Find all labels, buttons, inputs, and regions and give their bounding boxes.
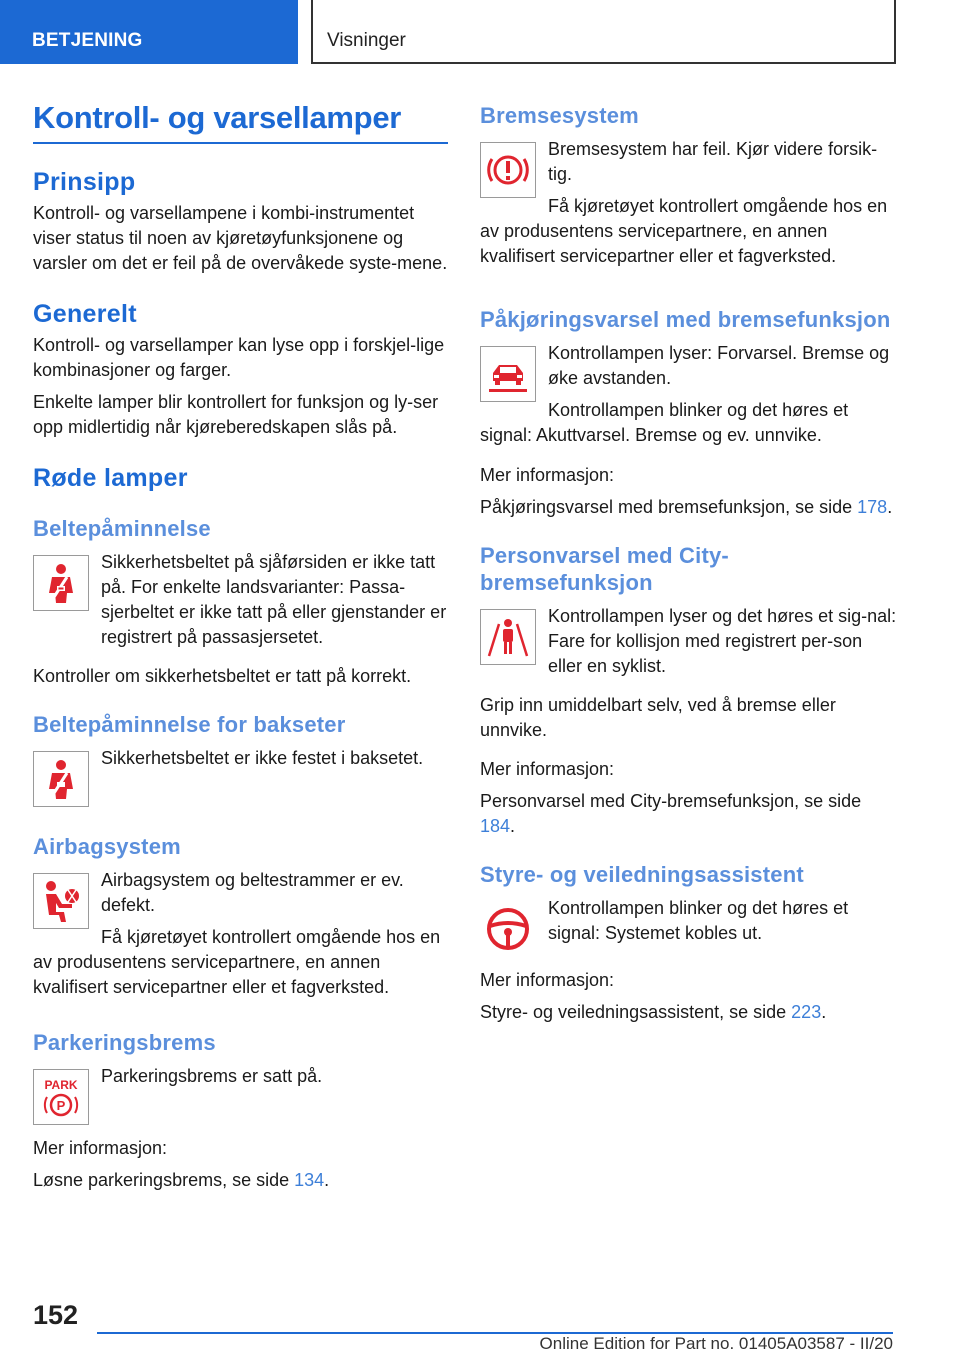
collision-more-info: Mer informasjon:: [480, 465, 615, 485]
page-number: 152: [33, 1300, 79, 1330]
park-reference: Løsne parkeringsbrems, se side 134.: [33, 1170, 330, 1190]
lamp-steering-assist: [480, 896, 898, 961]
airbag-service-text: Få kjøretøyet kontrollert omgående hos en av produsentens servicepartnere, en annen kvalifisert servicepartner eller et fagverksted.: [33, 927, 441, 997]
collision-text: Kontrollampen lyser: Forvarsel. Bremse og øke avstanden.: [548, 343, 890, 388]
page-link-223[interactable]: 223: [791, 1002, 822, 1022]
heading-generelt: Generelt: [33, 300, 137, 328]
page-header: [0, 0, 960, 64]
lamp-seatbelt: [33, 550, 448, 657]
page-link-134[interactable]: 134: [294, 1170, 325, 1190]
parking-brake-icon: [33, 1069, 89, 1125]
rear-seatbelt-text: Sikkerhetsbeltet er ikke festet i baksetet.: [101, 748, 424, 768]
svg-text:P: P: [56, 1098, 66, 1113]
park-icon-label: PARK: [44, 1078, 78, 1092]
collision-reference: Påkjøringsvarsel med bremsefunksjon, se side 178.: [480, 497, 893, 517]
prinsipp-text: Kontroll- og varsellampene i kombi-instrumentet viser status til noen av kjøretøyfunksjonene og varsler om det er feil på de overvåkede syste-mene.: [33, 203, 448, 273]
heading-beltepaminnelse-bakseter: Beltepåminnelse for bakseter: [33, 712, 346, 737]
brake-warning-icon: [480, 142, 536, 198]
page-link-184[interactable]: 184: [480, 816, 511, 836]
airbag-text: Airbagsystem og beltestrammer er ev. defekt.: [101, 870, 404, 915]
chapter-title: Visninger: [311, 0, 896, 64]
heading-rode-lamper: Røde lamper: [33, 464, 188, 492]
seatbelt-text: Sikkerhetsbeltet på sjåførsiden er ikke tatt på. For enkelte landsvarianter: Passa-sjerbeltet er ikke tatt på eller gjenstander er registrert på passasjersetet.: [101, 552, 447, 647]
seatbelt-check-text: Kontroller om sikkerhetsbeltet er tatt på korrekt.: [33, 666, 412, 686]
collision-warning-icon: [480, 346, 536, 402]
person-more-info: Mer informasjon:: [480, 759, 615, 779]
lamp-person-warning: [480, 604, 898, 686]
lamp-collision-warning: [480, 341, 898, 455]
rear-seatbelt-warning-icon: [33, 751, 89, 807]
left-column: [33, 100, 448, 1200]
heading-parkeringsbrems: Parkeringsbrems: [33, 1030, 216, 1055]
park-more-info: Mer informasjon:: [33, 1138, 168, 1158]
steering-text: Kontrollampen blinker og det høres et signal: Systemet kobles ut.: [548, 898, 849, 943]
seatbelt-warning-icon: [33, 555, 89, 611]
heading-bremsesystem: Bremsesystem: [480, 103, 639, 128]
page-link-178[interactable]: 178: [857, 497, 888, 517]
lamp-parking-brake: [33, 1064, 448, 1129]
brake-service-text: Få kjøretøyet kontrollert omgående hos en av produsentens servicepartnere, en annen kvalifisert servicepartner eller et fagverksted.: [480, 196, 888, 266]
generelt-text-1: Kontroll- og varsellamper kan lyse opp i forskjel-lige kombinasjoner og farger.: [33, 335, 445, 380]
edition-text: Online Edition for Part no. 01405A03587 - II/20: [539, 1334, 893, 1353]
airbag-warning-icon: [33, 873, 89, 929]
generelt-text-2: Enkelte lamper blir kontrollert for funksjon og ly-ser opp midlertidig når kjøreberedskapen slås på.: [33, 392, 439, 437]
brake-text: Bremsesystem har feil. Kjør videre forsik-tig.: [548, 139, 878, 184]
lamp-rear-seatbelt: [33, 746, 448, 811]
lamp-brake-system: [480, 137, 898, 276]
steering-wheel-icon: [480, 901, 536, 957]
steering-reference: Styre- og veiledningsassistent, se side 223.: [480, 1002, 827, 1022]
person-action-text: Grip inn umiddelbart selv, ved å bremse eller unnvike.: [480, 695, 836, 740]
parking-brake-text: Parkeringsbrems er satt på.: [101, 1066, 323, 1086]
heading-beltepaminnelse: Beltepåminnelse: [33, 516, 211, 541]
right-column: [480, 100, 898, 1032]
heading-styreassistent: Styre- og veiledningsassistent: [480, 862, 804, 887]
heading-prinsipp: Prinsipp: [33, 168, 136, 196]
collision-acute-text: Kontrollampen blinker og det høres et signal: Akuttvarsel. Bremse og ev. unnvike.: [480, 400, 849, 445]
page-title: Kontroll- og varsellamper: [33, 100, 448, 144]
lamp-airbag: [33, 868, 448, 1007]
steering-more-info: Mer informasjon:: [480, 970, 615, 990]
person-reference: Personvarsel med City-bremsefunksjon, se side 184.: [480, 791, 862, 836]
heading-personvarsel: Personvarsel med City-bremsefunksjon: [480, 543, 729, 595]
heading-pakjoringsvarsel: Påkjøringsvarsel med bremsefunksjon: [480, 307, 891, 332]
section-tab: BETJENING: [0, 0, 298, 64]
pedestrian-warning-icon: [480, 609, 536, 665]
heading-airbagsystem: Airbagsystem: [33, 834, 181, 859]
person-text: Kontrollampen lyser og det høres et sig-nal: Fare for kollisjon med registrert per-son eller en syklist.: [548, 606, 897, 676]
